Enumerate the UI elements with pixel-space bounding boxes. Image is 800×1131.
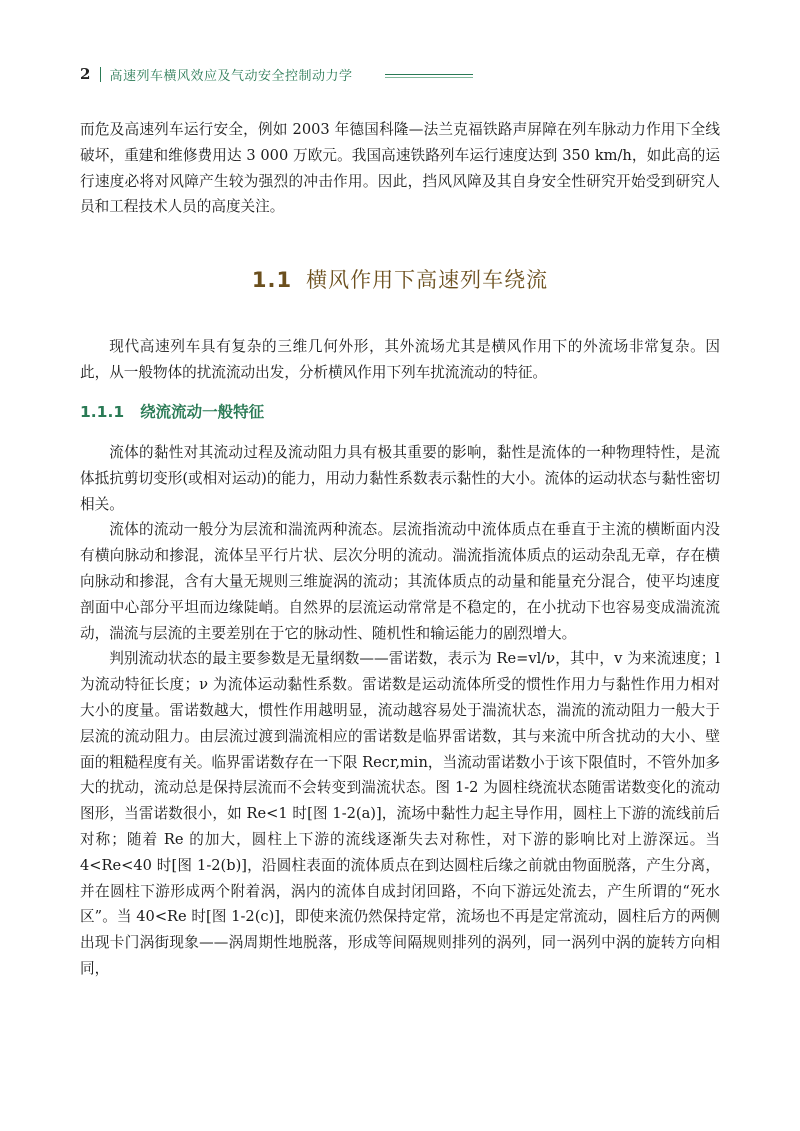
intro-paragraph: 而危及高速列车运行安全，例如 2003 年德国科隆—法兰克福铁路声屏障在列车脉动力作用下全线破坏，重建和维修费用达 3 000 万欧元。我国高速铁路列车运行速度达到 350 km/h，如此高的运行速度必将对风障产生较为强烈的冲击作用。因此，挡风风障及其自身安全性研究开始受到研究人员和工程技术人员的高度关注。 — [80, 121, 720, 216]
intro-text-block — [80, 117, 720, 220]
body-paragraph-flow-regimes: 流体的流动一般分为层流和湍流两种流态。层流指流动中流体质点在垂直于主流的横断面内没有横向脉动和掺混，流体呈平行片状、层次分明的流动。湍流指流体质点的运动杂乱无章，存在横向脉动和掺混，含有大量无规则三维旋涡的流动；其流体质点的动量和能量充分混合，使平均速度剖面中心部分平坦而边缘陡峭。自然界的层流运动常常是不稳定的，在小扰动下也容易变成湍流流动，湍流与层流的主要差别在于它的脉动性、随机性和输运能力的剧烈增大。 — [80, 521, 720, 642]
page-header — [80, 62, 352, 86]
header-rule — [385, 74, 473, 75]
body-paragraph-viscosity: 流体的黏性对其流动过程及流动阻力具有极其重要的影响，黏性是流体的一种物理特性，是流体抵抗剪切变形(或相对运动)的能力，用动力黏性系数表示黏性的大小。流体的运动状态与黏性密切相关。 — [80, 444, 720, 513]
section-heading — [0, 264, 800, 294]
body-paragraph-reynolds: 判别流动状态的最主要参数是无量纲数——雷诺数，表示为 Re=vl/ν，其中，v 为来流速度；l 为流动特征长度；ν 为流体运动黏性系数。雷诺数是运动流体所受的惯性作用力与黏性作用力相对大小的度量。雷诺数越大，惯性作用越明显，流动越容易处于湍流状态，湍流的流动阻力一般大于层流的流动阻力。由层流过渡到湍流相应的雷诺数是临界雷诺数，其与来流中所含扰动的大小、壁面的粗糙程度有关。临界雷诺数存在一下限 Recr,min，当流动雷诺数小于该下限值时，不管外加多大的扰动，流动总是保持层流而不会转变到湍流状态。图 1-2 为圆柱绕流状态随雷诺数变化的流动图形，当雷诺数很小，如 Re<1 时[图 1-2(a)]，流场中黏性力起主导作用，圆柱上下游的流线前后对称；随着 Re 的加大，圆柱上下游的流线逐渐失去对称性，对下游的影响比对上游深远。当 4<Re<40 时[图 1-2(b)]，沿圆柱表面的流体质点在到达圆柱后缘之前就由物面脱落，产生分离，并在圆柱下游形成两个附着涡，涡内的流体自成封闭回路，不向下游远处流去，产生所谓的“死水区”。当 40<Re 时[图 1-2(c)]，即使来流仍然保持定常，流场也不再是定常流动，圆柱后方的两侧出现卡门涡街现象——涡周期性地脱落，形成等间隔规则排列的涡列，同一涡列中涡的旋转方向相同， — [80, 650, 720, 977]
subsection-text-block — [80, 440, 720, 982]
running-title: 高速列车横风效应及气动安全控制动力学 — [109, 68, 353, 84]
page-number: 2 — [80, 65, 91, 83]
header-divider — [100, 67, 101, 82]
subsection-number: 1.1.1 — [80, 403, 125, 421]
subsection-heading — [80, 400, 264, 422]
section-number: 1.1 — [251, 268, 293, 292]
section-paragraph: 现代高速列车具有复杂的三维几何外形，其外流场尤其是横风作用下的外流场非常复杂。因此，从一般物体的扰流流动出发，分析横风作用下列车扰流流动的特征。 — [80, 338, 720, 381]
section-text-block — [80, 334, 720, 386]
section-title: 横风作用下高速列车绕流 — [306, 268, 549, 292]
header-rule-secondary — [385, 77, 473, 78]
subsection-title: 绕流流动一般特征 — [140, 403, 265, 421]
